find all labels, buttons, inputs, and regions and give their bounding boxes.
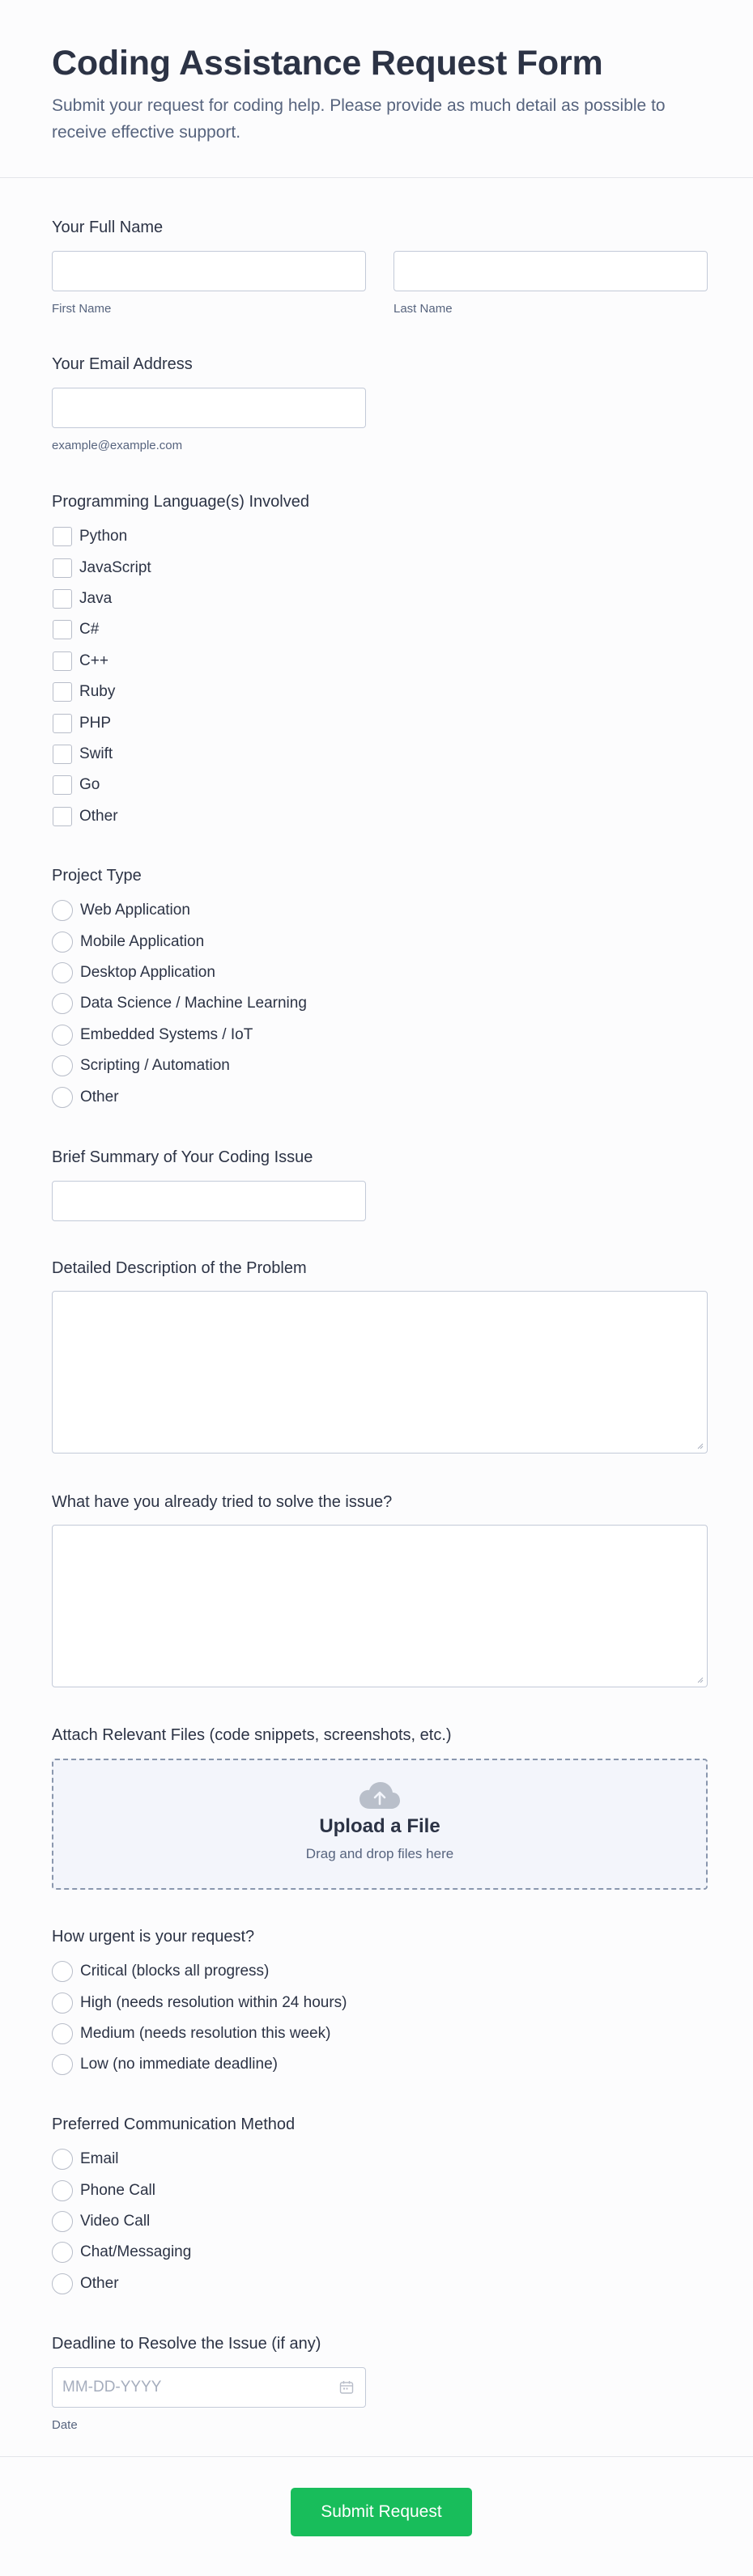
languages-options: [52, 521, 708, 832]
communication-option[interactable]: Chat/Messaging: [52, 2237, 708, 2268]
file-upload-dropzone[interactable]: [52, 1759, 708, 1890]
communication-option[interactable]: Other: [52, 2268, 708, 2299]
language-option[interactable]: Go: [52, 770, 708, 800]
language-option[interactable]: C#: [52, 614, 708, 645]
urgency-options: [52, 1956, 708, 2081]
tried-label: What have you already tried to solve the issue?: [52, 1493, 393, 1511]
email-sublabel: example@example.com: [52, 439, 183, 452]
checkbox[interactable]: [53, 558, 72, 578]
urgency-option[interactable]: Low (no immediate deadline): [52, 2049, 708, 2080]
language-option[interactable]: PHP: [52, 707, 708, 738]
project-type-field: [52, 865, 708, 1113]
radio-button[interactable]: [52, 1961, 73, 1982]
radio-button[interactable]: [52, 1087, 73, 1108]
project-type-options: [52, 895, 708, 1113]
radio-button[interactable]: [52, 1992, 73, 2014]
summary-input[interactable]: [52, 1181, 366, 1221]
checkbox[interactable]: [53, 714, 72, 733]
language-option[interactable]: Swift: [52, 739, 708, 770]
date-sublabel: Date: [52, 2418, 78, 2432]
language-option[interactable]: JavaScript: [52, 552, 708, 583]
tried-field: [52, 1492, 708, 1687]
communication-option[interactable]: Video Call: [52, 2206, 708, 2237]
urgency-label: How urgent is your request?: [52, 1928, 255, 1946]
footer-divider: [0, 2456, 753, 2457]
radio-button[interactable]: [52, 900, 73, 921]
attach-field: [52, 1725, 708, 1890]
last-name-sublabel: Last Name: [394, 302, 453, 316]
calendar-icon[interactable]: [339, 2380, 354, 2395]
project-type-option[interactable]: Desktop Application: [52, 957, 708, 988]
date-input[interactable]: [52, 2367, 366, 2408]
email-input[interactable]: [52, 388, 366, 428]
tried-textarea[interactable]: [52, 1525, 708, 1687]
checkbox[interactable]: [53, 807, 72, 826]
urgency-option[interactable]: Critical (blocks all progress): [52, 1956, 708, 1987]
radio-button[interactable]: [52, 2211, 73, 2232]
communication-label: Preferred Communication Method: [52, 2116, 296, 2133]
radio-button[interactable]: [52, 2149, 73, 2170]
checkbox[interactable]: [53, 745, 72, 764]
communication-field: [52, 2114, 708, 2299]
project-type-option[interactable]: Embedded Systems / IoT: [52, 1020, 708, 1050]
checkbox[interactable]: [53, 527, 72, 546]
project-type-option[interactable]: Data Science / Machine Learning: [52, 988, 708, 1019]
urgency-field: [52, 1926, 708, 2081]
checkbox[interactable]: [53, 620, 72, 639]
description-field: [52, 1258, 708, 1454]
summary-label: Brief Summary of Your Coding Issue: [52, 1148, 313, 1166]
project-type-option[interactable]: Scripting / Automation: [52, 1050, 708, 1081]
radio-button[interactable]: [52, 2023, 73, 2044]
date-placeholder: MM-DD-YYYY: [62, 2379, 162, 2396]
form-title: Coding Assistance Request Form: [52, 44, 603, 83]
deadline-label: Deadline to Resolve the Issue (if any): [52, 2335, 321, 2353]
submit-button[interactable]: Submit Request: [291, 2488, 472, 2536]
summary-field: [52, 1147, 708, 1221]
radio-button[interactable]: [52, 1055, 73, 1076]
checkbox[interactable]: [53, 651, 72, 671]
radio-button[interactable]: [52, 962, 73, 983]
checkbox[interactable]: [53, 775, 72, 795]
communication-option[interactable]: Email: [52, 2144, 708, 2175]
deadline-field: [52, 2333, 708, 2432]
checkbox[interactable]: [53, 682, 72, 702]
radio-button[interactable]: [52, 993, 73, 1014]
project-type-option[interactable]: Web Application: [52, 895, 708, 926]
attach-label: Attach Relevant Files (code snippets, screenshots, etc.): [52, 1726, 452, 1744]
project-type-label: Project Type: [52, 867, 142, 885]
language-option[interactable]: Python: [52, 521, 708, 552]
language-option[interactable]: Java: [52, 584, 708, 614]
communication-option[interactable]: Phone Call: [52, 2175, 708, 2205]
radio-button[interactable]: [52, 2242, 73, 2263]
email-label: Your Email Address: [52, 355, 193, 373]
language-option[interactable]: Other: [52, 801, 708, 832]
upload-subtitle: Drag and drop files here: [305, 1846, 454, 1861]
radio-button[interactable]: [52, 2273, 73, 2294]
language-option[interactable]: Ruby: [52, 677, 708, 707]
checkbox[interactable]: [53, 589, 72, 609]
first-name-input[interactable]: [52, 251, 366, 291]
upload-title: Upload a File: [319, 1815, 440, 1837]
radio-button[interactable]: [52, 2180, 73, 2201]
urgency-option[interactable]: High (needs resolution within 24 hours): [52, 1987, 708, 2018]
form-header: [0, 0, 753, 178]
radio-button[interactable]: [52, 1025, 73, 1046]
project-type-option[interactable]: Other: [52, 1081, 708, 1112]
urgency-option[interactable]: Medium (needs resolution this week): [52, 2018, 708, 2049]
full-name-label: Your Full Name: [52, 219, 164, 236]
form-description: Submit your request for coding help. Please provide as much detail as possible to receive effective support.: [52, 96, 666, 142]
first-name-sublabel: First Name: [52, 302, 112, 316]
resize-grip-icon[interactable]: [696, 1442, 704, 1449]
languages-label: Programming Language(s) Involved: [52, 493, 309, 511]
radio-button[interactable]: [52, 932, 73, 953]
email-field: [52, 354, 708, 452]
full-name-field: [52, 217, 708, 316]
project-type-option[interactable]: Mobile Application: [52, 926, 708, 957]
description-label: Detailed Description of the Problem: [52, 1259, 307, 1277]
communication-options: [52, 2144, 708, 2299]
languages-field: [52, 491, 708, 832]
radio-button[interactable]: [52, 2054, 73, 2075]
cloud-upload-icon: [359, 1781, 401, 1810]
resize-grip-icon[interactable]: [696, 1676, 704, 1683]
language-option[interactable]: C++: [52, 646, 708, 677]
description-textarea[interactable]: [52, 1291, 708, 1454]
last-name-input[interactable]: [394, 251, 708, 291]
